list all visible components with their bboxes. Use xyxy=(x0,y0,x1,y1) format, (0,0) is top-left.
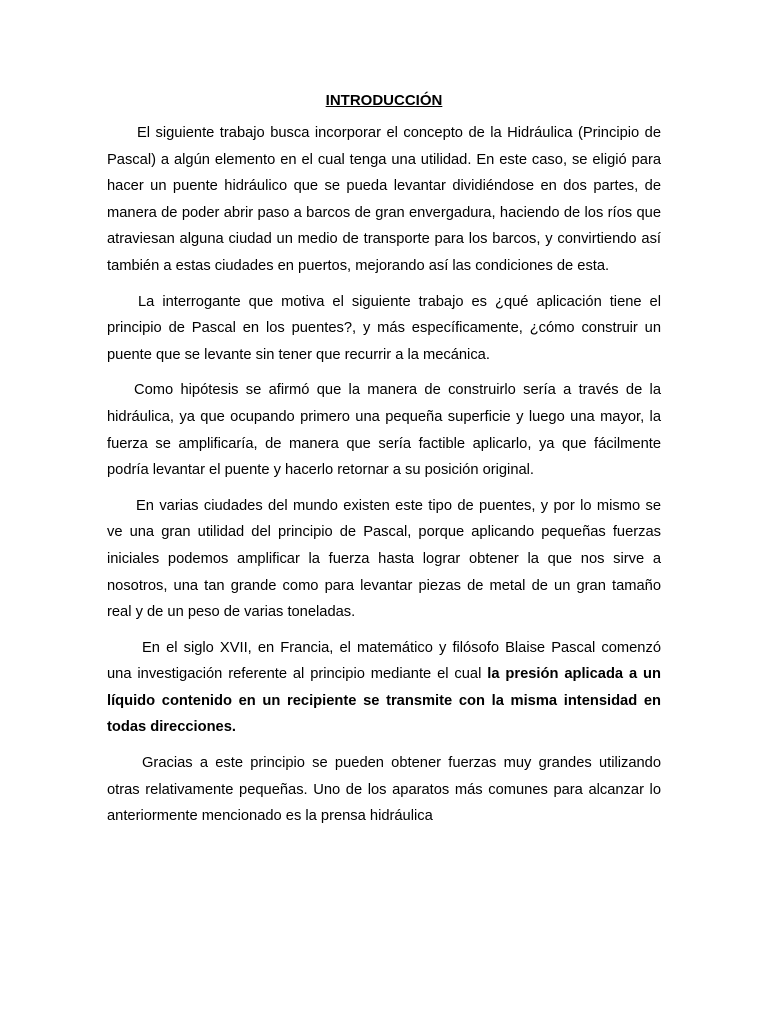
paragraph-text: En el siglo XVII, en Francia, el matemático y filósofo Blaise Pascal comenzó una investigación referente al principio mediante el cual xyxy=(107,639,661,683)
document-page xyxy=(107,88,661,839)
paragraph-4 xyxy=(107,493,661,626)
paragraph-text: La interrogante que motiva el siguiente trabajo es ¿qué aplicación tiene el principio de Pascal en los puentes?, y más específicamente, ¿cómo construir un puente que se levante sin tener que recurrir a la mecánica. xyxy=(107,293,661,363)
paragraph-2 xyxy=(107,289,661,369)
paragraph-3 xyxy=(107,377,661,483)
paragraph-text: Como hipótesis se afirmó que la manera de construirlo sería a través de la hidráulica, ya que ocupando primero una pequeña superficie y luego una mayor, la fuerza se amplificaría, de manera que sería factible aplicarlo, ya que fácilmente podría levantar el puente y hacerlo retornar a su posición original. xyxy=(107,382,661,479)
paragraph-1 xyxy=(107,120,661,280)
document-title: INTRODUCCIÓN xyxy=(325,92,443,109)
paragraph-text: El siguiente trabajo busca incorporar el concepto de la Hidráulica (Principio de Pascal) a algún elemento en el cual tenga una utilidad. En este caso, se eligió para hacer un puente hidráulico que se pueda levantar dividiéndose en dos partes, de manera de poder abrir paso a barcos de gran envergadura, haciendo de los ríos que atraviesan alguna ciudad un medio de transporte para los barcos, y convirtiendo así también a estas ciudades en puertos, mejorando así las condiciones de esta. xyxy=(107,125,661,274)
paragraph-text: Gracias a este principio se pueden obtener fuerzas muy grandes utilizando otras relativamente pequeñas. Uno de los aparatos más comunes para alcanzar lo anteriormente mencionado es la prensa hidráulica xyxy=(107,755,661,825)
paragraph-text: En varias ciudades del mundo existen este tipo de puentes, y por lo mismo se ve una gran utilidad del principio de Pascal, porque aplicando pequeñas fuerzas iniciales podemos amplificar la fuerza hasta lograr obtener la que nos sirve a nosotros, una tan grande como para levantar piezas de metal de un gran tamaño real y de un peso de varias toneladas. xyxy=(107,497,661,621)
bold-definition-text: la presión aplicada a un líquido contenido en un recipiente se transmite con la misma intensidad en todas direcciones. xyxy=(107,666,661,736)
paragraph-6 xyxy=(107,750,661,830)
paragraph-5 xyxy=(107,635,661,741)
